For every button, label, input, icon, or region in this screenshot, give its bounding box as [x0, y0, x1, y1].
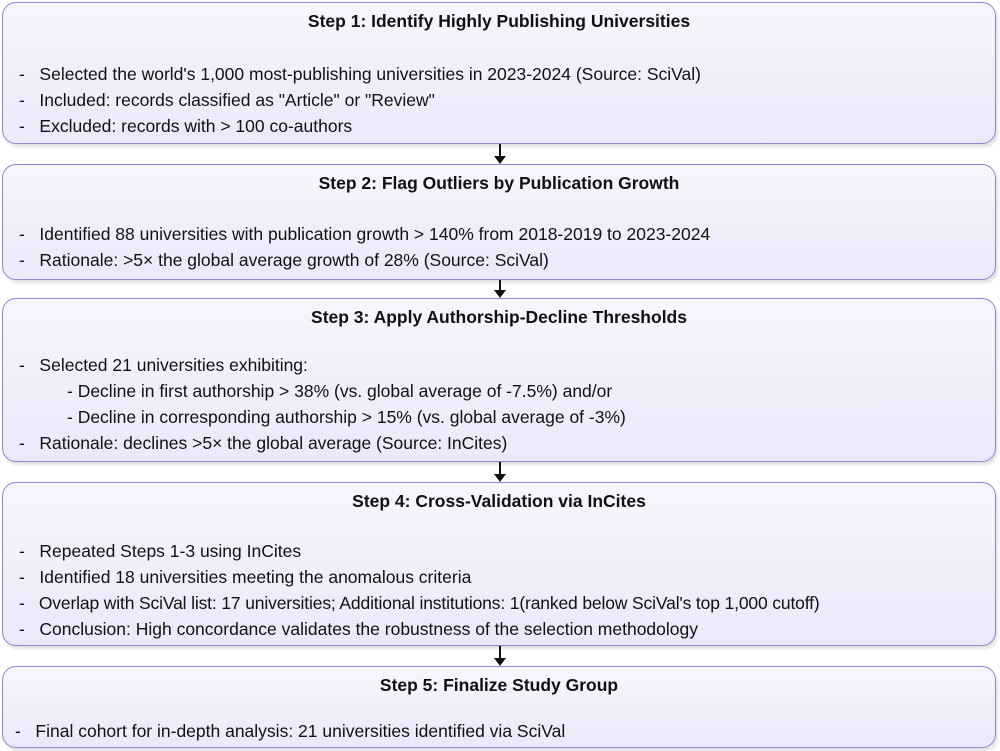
arrow-1-shaft [499, 144, 501, 156]
arrow-3-head [494, 474, 506, 482]
arrow-2-shaft [499, 280, 501, 290]
step-1-bullet-2: - Included: records classified as "Article" or "Review" [19, 90, 435, 110]
step-5-title: Step 5: Finalize Study Group [379, 675, 619, 695]
step-1-bullet-1: - Selected the world's 1,000 most-publishing universities in 2023-2024 (Source: SciVal) [19, 64, 701, 84]
step-2-title: Step 2: Flag Outliers by Publication Growth [318, 173, 680, 193]
step-2-bullet-1: - Identified 88 universities with publication growth > 140% from 2018-2019 to 2023-2024 [19, 224, 711, 244]
arrow-4-to-5 [494, 646, 506, 666]
step-3-title: Step 3: Apply Authorship-Decline Thresholds [311, 307, 687, 327]
step-3-box [2, 298, 996, 462]
arrow-2-to-3 [494, 280, 506, 298]
arrow-1-to-2 [494, 144, 506, 164]
step-3-sub-bullet-1: - Decline in first authorship > 38% (vs. global average of -7.5%) and/or [67, 381, 613, 401]
step-3-bullet-1: - Selected 21 universities exhibiting: [19, 355, 308, 375]
step-1-box [2, 2, 996, 144]
arrow-4-head [494, 658, 506, 666]
step-2-bullet-2: - Rationale: >5× the global average growth of 28% (Source: SciVal) [19, 250, 549, 270]
step-5-bullet-1: - Final cohort for in-depth analysis: 21 universities identified via SciVal [15, 721, 566, 741]
step-4-bullet-2: - Identified 18 universities meeting the anomalous criteria [19, 567, 472, 587]
step-4-bullet-4: - Conclusion: High concordance validates the robustness of the selection methodology [19, 619, 699, 639]
arrow-4-shaft [499, 646, 501, 658]
step-4-title: Step 4: Cross-Validation via InCites [352, 491, 646, 511]
step-4-box [2, 482, 996, 646]
step-2-box [2, 164, 996, 280]
step-5-box [2, 666, 996, 748]
arrow-1-head [494, 156, 506, 164]
step-3-sub-bullet-2: - Decline in corresponding authorship > 15% (vs. global average of -3%) [67, 407, 626, 427]
step-4-bullet-3: - Overlap with SciVal list: 17 universities; Additional institutions: 1(ranked below SciVal's top 1,000 cutoff) [19, 593, 820, 613]
arrow-3-shaft [499, 462, 501, 474]
step-3-bullet-2: - Rationale: declines >5× the global average (Source: InCites) [19, 433, 508, 453]
arrow-3-to-4 [494, 462, 506, 482]
step-1-bullet-3: - Excluded: records with > 100 co-authors [19, 116, 353, 136]
step-1-title: Step 1: Identify Highly Publishing Universities [307, 11, 691, 31]
arrow-2-head [494, 290, 506, 298]
step-4-bullet-1: - Repeated Steps 1-3 using InCites [19, 541, 302, 561]
